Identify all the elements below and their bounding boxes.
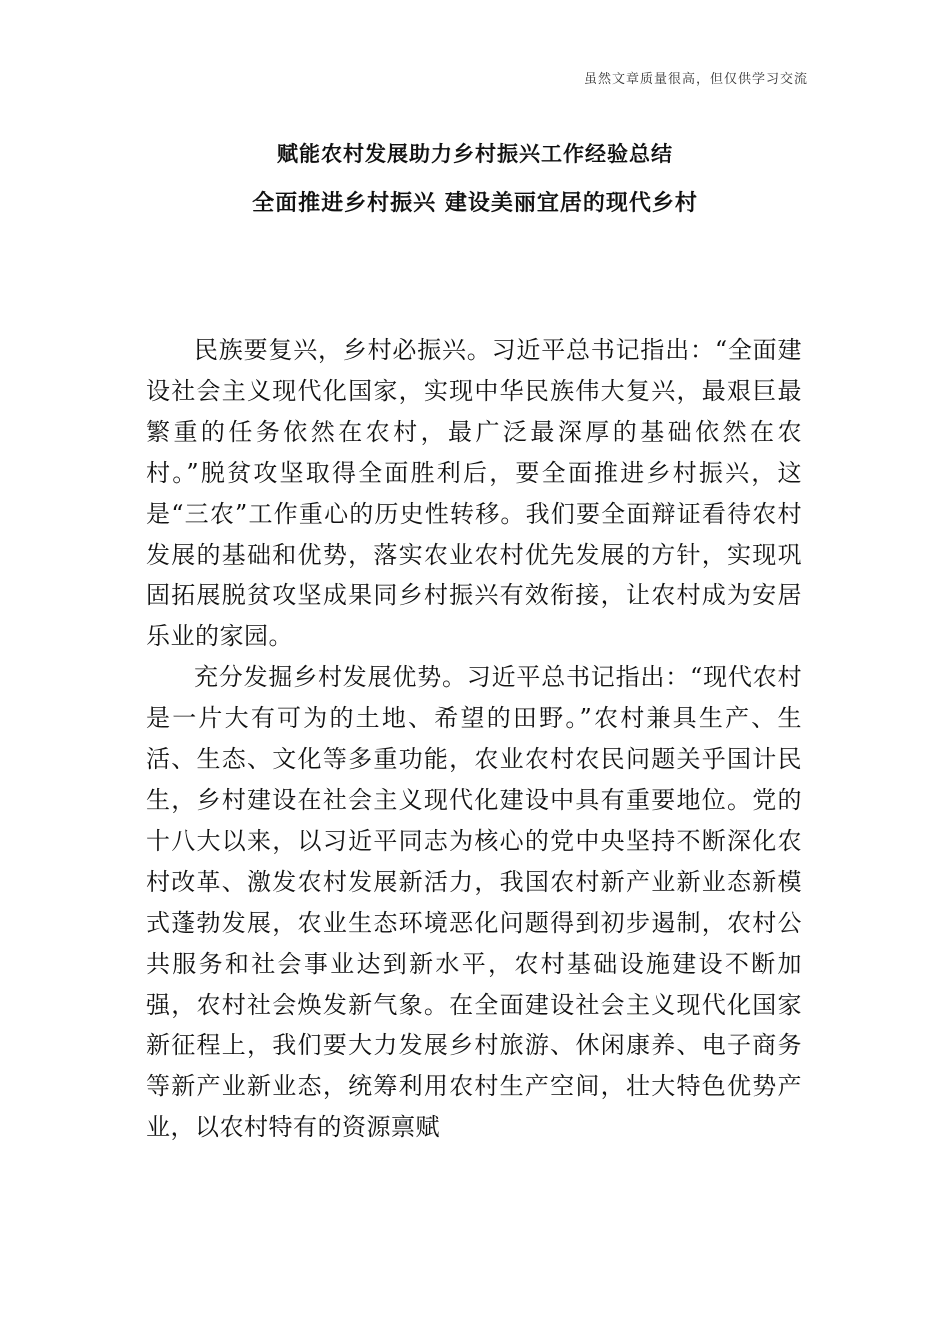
document-title: 赋能农村发展助力乡村振兴工作经验总结 (277, 141, 673, 166)
paragraph-rural-advantages: 充分发掘乡村发展优势。习近平总书记指出：“现代农村是一片大有可为的土地、希望的田野。”农村兼具生产、生活、生态、文化等多重功能，农业农村农民问题关乎国计民生，乡村建设在社会主义现代化建设中具有重要地位。党的十八大以来，以习近平同志为核心的党中央坚持不断深化农村改革、激发农村发展新活力，我国农村新产业新业态新模式蓬勃发展，农业生态环境恶化问题得到初步遏制，农村公共服务和社会事业达到新水平，农村基础设施建设不断加强，农村社会焕发新气象。在全面建设社会主义现代化国家新征程上，我们要大力发展乡村旅游、休闲康养、电子商务等新产业新业态，统筹利用农村生产空间，壮大特色优势产业，以农村特有的资源禀赋 (146, 663, 802, 1142)
document-subtitle: 全面推进乡村振兴 建设美丽宜居的现代乡村 (252, 191, 698, 216)
paragraph-intro: 民族要复兴，乡村必振兴。习近平总书记指出：“全面建设社会主义现代化国家，实现中华民族伟大复兴，最艰巨最繁重的任务依然在农村，最广泛最深厚的基础依然在农村。”脱贫攻坚取得全面胜利后，要全面推进乡村振兴，这是“三农”工作重心的历史性转移。我们要全面辩证看待农村发展的基础和优势，落实农业农村优先发展的方针，实现巩固拓展脱贫攻坚成果同乡村振兴有效衔接，让农村成为安居乐业的家园。 (146, 336, 802, 651)
header-note: 虽然文章质量很高，但仅供学习交流 (583, 72, 808, 87)
document-body (146, 330, 802, 1148)
